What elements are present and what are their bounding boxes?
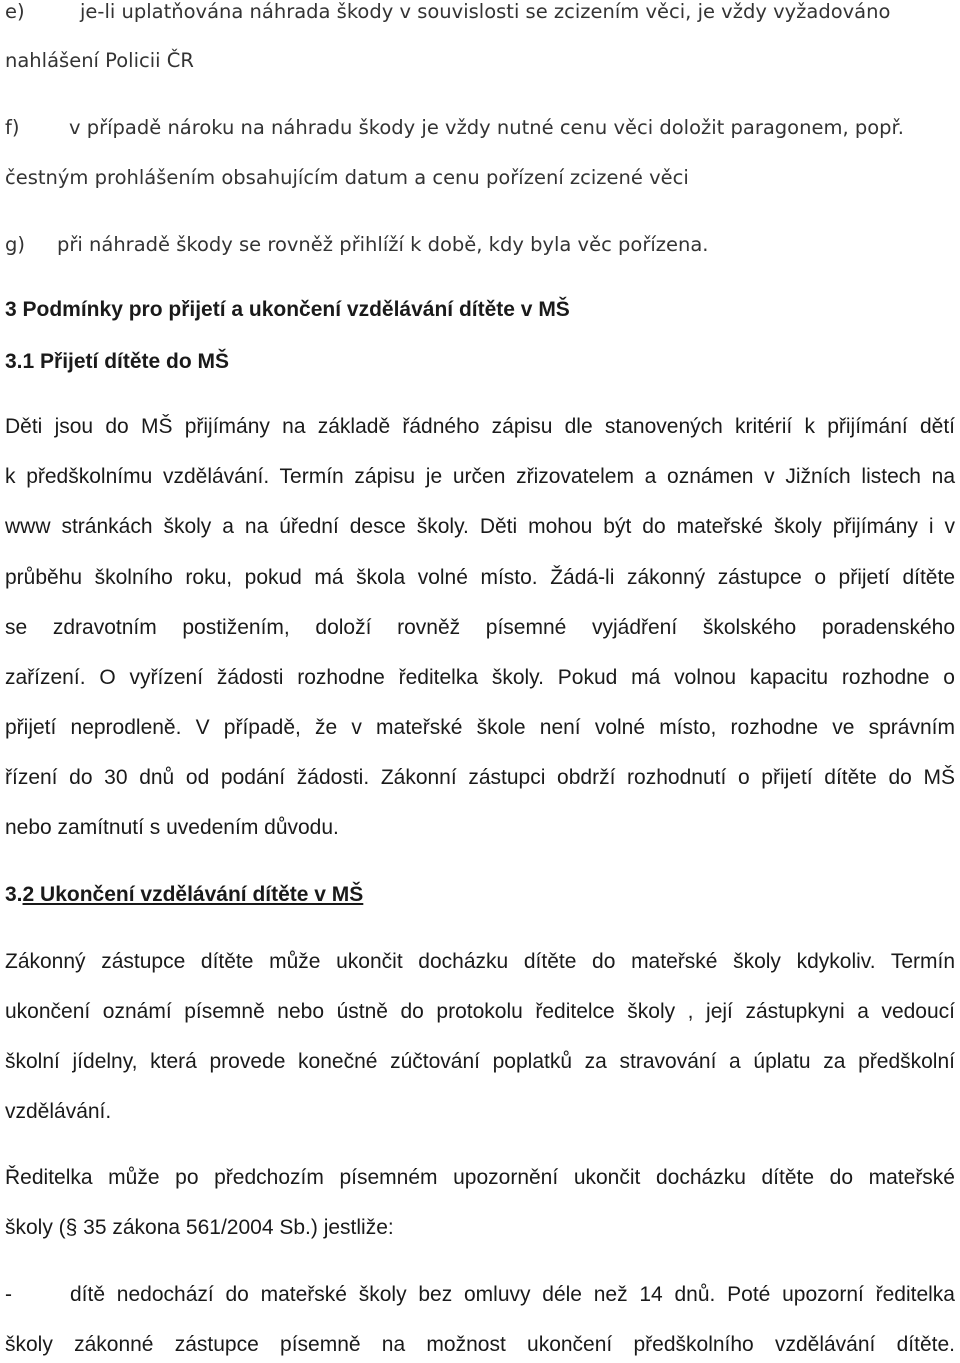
list-item-f	[5, 116, 955, 139]
item-text: je-li uplatňována náhrada škody v souvislosti se zcizením věci, je vždy vyžadováno	[80, 0, 891, 23]
paragraph-line: ukončení oznámí písemně nebo ústně do protokolu ředitelce školy , její zástupkyni a vedoucí	[5, 1000, 955, 1023]
paragraph-line: se zdravotním postižením, doloží rovněž písemné vyjádření školského poradenského	[5, 616, 955, 639]
paragraph-line: vzdělávání.	[5, 1100, 112, 1123]
item-label: g)	[5, 233, 25, 256]
heading-text: 2 Ukončení vzdělávání dítěte v MŠ	[22, 883, 364, 906]
item-label: e)	[5, 0, 25, 23]
paragraph-line: školy (§ 35 zákona 561/2004 Sb.) jestliže:	[5, 1216, 394, 1239]
paragraph-line: k předškolnímu vzdělávání. Termín zápisu je určen zřizovatelem a oznámen v Jižních listech na	[5, 465, 955, 488]
bullet-dash: -	[5, 1283, 12, 1306]
paragraph-line: Zákonný zástupce dítěte může ukončit docházku dítěte do mateřské školy kdykoliv. Termín	[5, 950, 955, 973]
item-text: nahlášení Policii ČR	[5, 49, 194, 72]
list-item-e-continuation	[5, 49, 955, 72]
paragraph-line: Děti jsou do MŠ přijímány na základě řádného zápisu dle stanovených kritérií k přijímání dětí	[5, 415, 955, 438]
paragraph-line: www stránkách školy a na úřední desce školy. Děti mohou být do mateřské školy přijímány i v	[5, 515, 955, 538]
paragraph-line: nebo zamítnutí s uvedením důvodu.	[5, 816, 339, 839]
section-3-1-heading: 3.1 Přijetí dítěte do MŠ	[5, 350, 230, 373]
item-label: f)	[5, 116, 20, 139]
item-text: čestným prohlášením obsahujícím datum a cenu pořízení zcizené věci	[5, 166, 689, 189]
bullet-item-continuation: školy zákonné zástupce písemně na možnost ukončení předškolního vzdělávání dítěte.	[5, 1333, 955, 1356]
paragraph-line: Ředitelka může po předchozím písemném upozornění ukončit docházku dítěte do mateřské	[5, 1166, 955, 1189]
paragraph-line: řízení do 30 dnů od podání žádosti. Zákonní zástupci obdrží rozhodnutí o přijetí dítěte do MŠ	[5, 766, 955, 789]
paragraph-line: průběhu školního roku, pokud má škola volné místo. Žádá-li zákonný zástupce o přijetí dítěte	[5, 566, 955, 589]
item-text: při náhradě škody se rovněž přihlíží k době, kdy byla věc pořízena.	[57, 233, 709, 256]
paragraph-line: školní jídelny, která provede konečné zúčtování poplatků za stravování a úplatu za předškolní	[5, 1050, 955, 1073]
section-3-heading: 3 Podmínky pro přijetí a ukončení vzdělávání dítěte v MŠ	[5, 298, 570, 321]
paragraph-line: zařízení. O vyřízení žádosti rozhodne ředitelka školy. Pokud má volnou kapacitu rozhodne o	[5, 666, 955, 689]
bullet-item	[5, 1283, 955, 1307]
item-text: v případě nároku na náhradu škody je vždy nutné cenu věci doložit paragonem, popř.	[69, 116, 904, 139]
bullet-text: dítě nedochází do mateřské školy bez omluvy déle než 14 dnů. Poté upozorní ředitelka	[70, 1283, 955, 1306]
paragraph-line: přijetí neprodleně. V případě, že v mateřské škole není volné místo, rozhodne ve správním	[5, 716, 955, 739]
list-item-g	[5, 233, 955, 256]
heading-number-prefix: 3.	[5, 883, 23, 906]
list-item-e	[5, 0, 955, 23]
list-item-f-continuation	[5, 166, 955, 189]
section-3-2-heading	[5, 883, 955, 907]
